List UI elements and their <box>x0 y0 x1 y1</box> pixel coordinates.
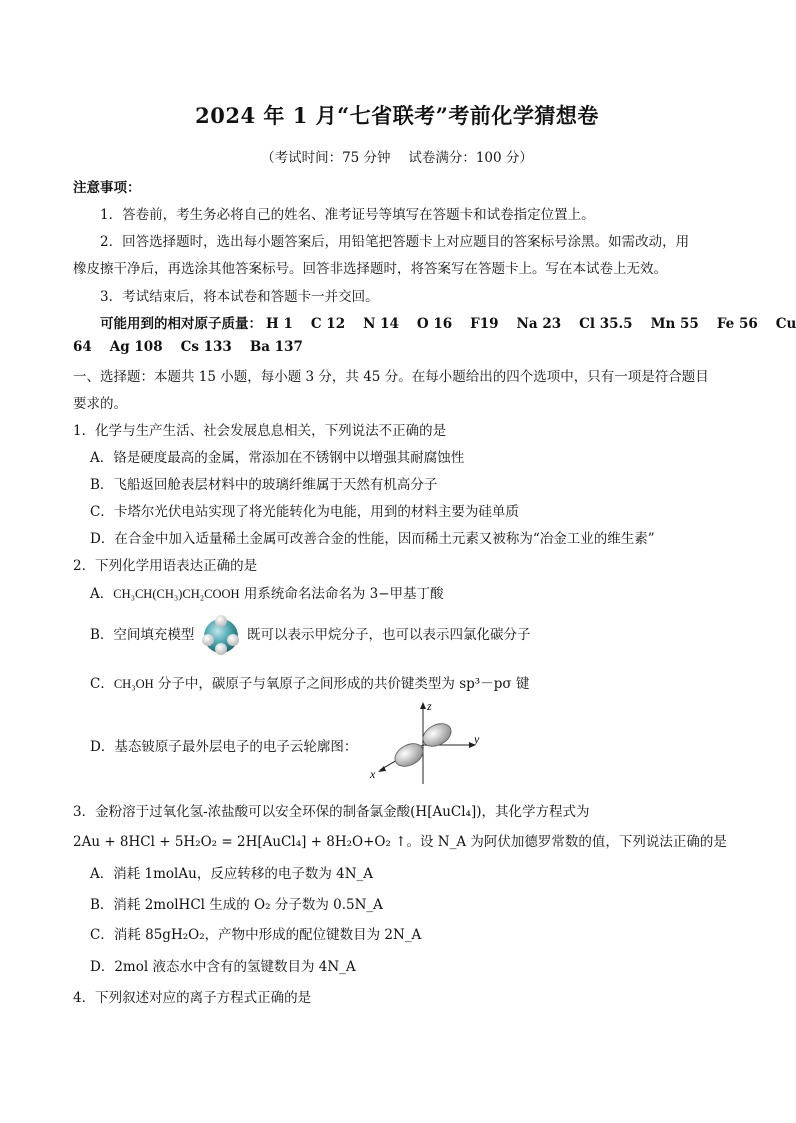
mass-o: O 16 <box>416 316 453 332</box>
notice-item-3: 3．考试结束后，将本试卷和答题卡一并交回。 <box>100 289 379 305</box>
q2-c-text: 分子中，碳原子与氧原子之间形成的共价键类型为 sp³－pσ 键 <box>153 676 530 692</box>
mass-cl: Cl 35.5 <box>579 316 633 332</box>
mass-na: Na 23 <box>516 316 562 332</box>
q2-b-text: 既可以表示甲烷分子，也可以表示四氯化碳分子 <box>247 627 531 643</box>
mass-cu-value: 64 <box>73 339 92 355</box>
q2-a-formula: CH₃CH(CH₃)CH₂COOH <box>113 587 240 601</box>
q1-option-d: D．在合金中加入适量稀土金属可改善合金的性能，因而稀土元素又被称为“冶金工业的维生素” <box>90 531 655 547</box>
mass-h: H 1 <box>266 316 293 332</box>
q1-option-c: C．卡塔尔光伏电站实现了将光能转化为电能，用到的材料主要为硅单质 <box>90 504 519 520</box>
page-title: 2024 年 1 月“七省联考”考前化学猜想卷 <box>195 103 599 128</box>
q2-c-label: C． <box>90 676 114 692</box>
q3-option-c: C．消耗 85gH₂O₂，产物中形成的配位键数目为 2N_A <box>90 927 422 943</box>
q2-option-a <box>90 582 444 602</box>
atomic-mass-label: 可能用到的相对原子质量： <box>100 316 262 332</box>
mass-c: C 12 <box>310 316 346 332</box>
space-filling-model-icon <box>199 616 243 656</box>
mass-mn: Mn 55 <box>650 316 699 332</box>
mass-n: N 14 <box>363 316 399 332</box>
q3-equation: 2Au + 8HCl + 5H₂O₂ = 2H[AuCl₄] + 8H₂O+O₂ ↑。设 N_A 为阿伏加德罗常数的值，下列说法正确的是 <box>73 834 727 850</box>
notice-item-2: 2．回答选择题时，选出每小题答案后，用铅笔把答题卡上对应题目的答案标号涂黑。如需改动，用 <box>100 234 690 250</box>
notice-item-2-cont: 橡皮擦干净后，再选涂其他答案标号。回答非选择题时，将答案写在答题卡上。写在本试卷上无效。 <box>73 261 667 277</box>
q3-option-d: D．2mol 液态水中含有的氢键数目为 4N_A <box>90 959 356 975</box>
axis-x-label: x <box>370 767 376 781</box>
q2-stem: 2．下列化学用语表达正确的是 <box>73 558 258 574</box>
q1-option-a: A．铬是硬度最高的金属，常添加在不锈钢中以增强其耐腐蚀性 <box>90 450 465 466</box>
q2-b-label: B．空间填充模型 <box>90 627 195 643</box>
axis-z-label: z <box>427 699 432 713</box>
q2-option-b <box>90 615 531 655</box>
q1-stem: 1．化学与生产生活、社会发展息息相关，下列说法不正确的是 <box>73 423 447 439</box>
q4-stem: 4．下列叙述对应的离子方程式正确的是 <box>73 990 312 1006</box>
axis-y-label: y <box>474 732 480 746</box>
notice-heading: 注意事项： <box>73 180 141 196</box>
q2-a-text: 用系统命名法命名为 3−甲基丁酸 <box>239 586 444 602</box>
mass-fe: Fe 56 <box>716 316 758 332</box>
q2-option-d: D．基态铍原子最外层电子的电子云轮廓图： <box>90 739 358 755</box>
atomic-mass-line <box>100 312 796 332</box>
q1-option-b: B．飞船返回舱表层材料中的玻璃纤维属于天然有机高分子 <box>90 477 438 493</box>
mass-f: F19 <box>470 316 499 332</box>
exam-info: （考试时间：75 分钟 试卷满分：100 分） <box>261 150 533 166</box>
notice-item-1: 1．答卷前，考生务必将自己的姓名、准考证号等填写在答题卡和试卷指定位置上。 <box>100 207 595 223</box>
mass-cs: Cs 133 <box>180 339 232 355</box>
section-heading: 一、选择题：本题共 15 小题，每小题 3 分，共 45 分。在每小题给出的四个选项中，只有一项是符合题目 <box>73 369 709 385</box>
p-orbital-diagram <box>366 700 486 788</box>
section-heading-cont: 要求的。 <box>73 396 127 412</box>
atomic-mass-line-2 <box>73 339 321 355</box>
q2-c-formula: CH₃OH <box>113 677 154 691</box>
mass-cu: Cu <box>775 316 796 332</box>
mass-ag: Ag 108 <box>109 339 163 355</box>
q3-stem: 3．金粉溶于过氧化氢-浓盐酸可以安全环保的制备氯金酸(H[AuCl₄])，其化学方程式为 <box>73 804 590 820</box>
q3-option-b: B．消耗 2molHCl 生成的 O₂ 分子数为 0.5N_A <box>90 897 383 913</box>
q3-option-a: A．消耗 1molAu，反应转移的电子数为 4N_A <box>90 866 374 882</box>
q2-option-c <box>90 672 529 692</box>
q2-a-label: A． <box>90 586 114 602</box>
mass-ba: Ba 137 <box>249 339 303 355</box>
